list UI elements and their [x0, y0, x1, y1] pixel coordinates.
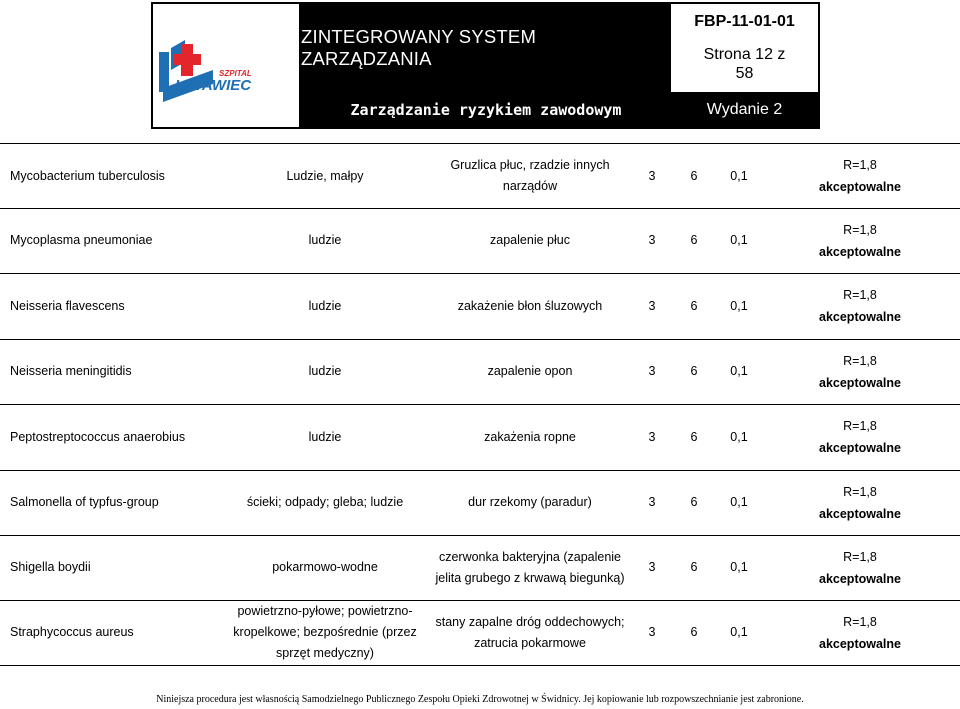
illness-cell: dur rzekomy (paradur)	[468, 495, 592, 509]
source-cell: ludzie	[308, 233, 342, 247]
source-cell: ścieki; odpady; gleba; ludzie	[246, 495, 404, 509]
document-code-cell	[671, 4, 818, 92]
risk-value: R=1,8	[843, 484, 877, 499]
illness-cell: zapalenie opon	[487, 364, 573, 378]
probability-cell: 0,1	[730, 298, 748, 313]
hospital-logo-icon	[153, 4, 299, 127]
table-row	[0, 144, 960, 208]
agent-cell: Neisseria meningitidis	[10, 364, 132, 378]
severity-cell: 3	[648, 364, 656, 378]
risk-assessment: akceptowalne	[819, 571, 901, 586]
risk-assessment: akceptowalne	[819, 441, 901, 455]
risk-value: R=1,8	[843, 549, 877, 564]
probability-cell: 0,1	[730, 429, 748, 444]
table-row	[0, 471, 960, 534]
risk-value: R=1,8	[843, 419, 877, 433]
risk-cell	[790, 340, 930, 403]
source-cell: ludzie	[308, 364, 342, 378]
page-number-line2: 58	[735, 65, 754, 82]
severity-cell: 3	[648, 429, 656, 444]
exposure-cell: 6	[690, 625, 698, 639]
risk-value: R=1,8	[843, 222, 877, 237]
source-cell: ludzie	[308, 429, 342, 444]
table-row	[0, 601, 960, 664]
severity-cell: 3	[648, 168, 656, 183]
probability-cell: 0,1	[730, 364, 748, 378]
probability-cell: 0,1	[730, 168, 748, 183]
system-title: ZINTEGROWANY SYSTEM ZARZĄDZANIA	[301, 4, 671, 92]
risk-cell	[790, 274, 930, 338]
svg-text:LATAWIEC: LATAWIEC	[175, 77, 252, 94]
risk-cell	[790, 601, 930, 664]
document-footer: Niniejsza procedura jest własnością Samodzielnego Publicznego Zespołu Opieki Zdrowotnej w Świdnicy. Jej kopiowanie lub rozpowszechnianie jest zabronione.	[156, 694, 804, 705]
probability-cell: 0,1	[730, 560, 748, 574]
severity-cell: 3	[648, 233, 656, 247]
risk-value: R=1,8	[843, 614, 877, 629]
page-number	[671, 45, 818, 83]
risk-assessment: akceptowalne	[819, 636, 901, 651]
agent-cell: Straphycoccus aureus	[10, 625, 134, 639]
table-row	[0, 536, 960, 599]
risk-cell	[790, 144, 930, 208]
risk-table	[0, 143, 960, 680]
severity-cell: 3	[648, 625, 656, 639]
risk-assessment: akceptowalne	[819, 244, 901, 259]
risk-assessment: akceptowalne	[819, 506, 901, 521]
illness-cell: czerwonka bakteryjna (zapalenie jelita grubego z krwawą biegunką)	[435, 549, 625, 585]
probability-cell: 0,1	[730, 495, 748, 509]
risk-assessment: akceptowalne	[819, 375, 901, 390]
agent-cell: Mycoplasma pneumoniae	[10, 233, 153, 247]
severity-cell: 3	[648, 298, 656, 313]
source-cell: Ludzie, małpy	[286, 168, 364, 183]
exposure-cell: 6	[690, 233, 698, 247]
edition-label: Wydanie 2	[671, 92, 818, 127]
risk-cell	[790, 536, 930, 599]
risk-cell	[790, 471, 930, 534]
risk-value: R=1,8	[843, 158, 877, 172]
severity-cell: 3	[648, 495, 656, 509]
source-cell: ludzie	[308, 298, 342, 313]
illness-cell: zapalenie płuc	[490, 233, 570, 247]
exposure-cell: 6	[690, 168, 698, 183]
probability-cell: 0,1	[730, 233, 748, 247]
source-cell: powietrzno-pyłowe; powietrzno-kropelkowe; bezpośrednie (przez sprzęt medyczny)	[233, 604, 417, 660]
table-row	[0, 340, 960, 403]
severity-cell: 3	[648, 560, 656, 574]
probability-cell: 0,1	[730, 625, 748, 639]
illness-cell: zakażenie błon śluzowych	[457, 298, 603, 313]
risk-assessment: akceptowalne	[819, 180, 901, 194]
illness-cell: zakażenia ropne	[484, 429, 576, 444]
document-subtitle: Zarządzanie ryzykiem zawodowym	[301, 92, 671, 127]
table-row	[0, 274, 960, 338]
exposure-cell: 6	[690, 298, 698, 313]
risk-cell	[790, 405, 930, 469]
svg-text:SZPITAL: SZPITAL	[219, 69, 252, 78]
agent-cell: Shigella boydii	[10, 560, 91, 574]
hospital-logo	[153, 4, 299, 127]
page-number-line1: Strona 12 z	[703, 46, 786, 63]
risk-value: R=1,8	[843, 288, 877, 302]
document-code: FBP-11-01-01	[694, 13, 795, 30]
agent-cell: Neisseria flavescens	[10, 298, 125, 313]
risk-cell	[790, 209, 930, 272]
exposure-cell: 6	[690, 364, 698, 378]
illness-cell: Gruzlica płuc, rzadzie innych narządów	[450, 158, 610, 193]
table-border-bottom	[0, 665, 960, 666]
risk-value: R=1,8	[843, 353, 877, 368]
exposure-cell: 6	[690, 560, 698, 574]
table-row	[0, 209, 960, 272]
agent-cell: Peptostreptococcus anaerobius	[10, 429, 186, 444]
agent-cell: Mycobacterium tuberculosis	[10, 168, 165, 183]
exposure-cell: 6	[690, 429, 698, 444]
document-header	[151, 2, 820, 129]
agent-cell: Salmonella of typfus-group	[10, 495, 159, 509]
illness-cell: stany zapalne dróg oddechowych; zatrucia pokarmowe	[435, 614, 625, 650]
source-cell: pokarmowo-wodne	[272, 560, 378, 574]
risk-assessment: akceptowalne	[819, 310, 901, 324]
table-row	[0, 405, 960, 469]
exposure-cell: 6	[690, 495, 698, 509]
